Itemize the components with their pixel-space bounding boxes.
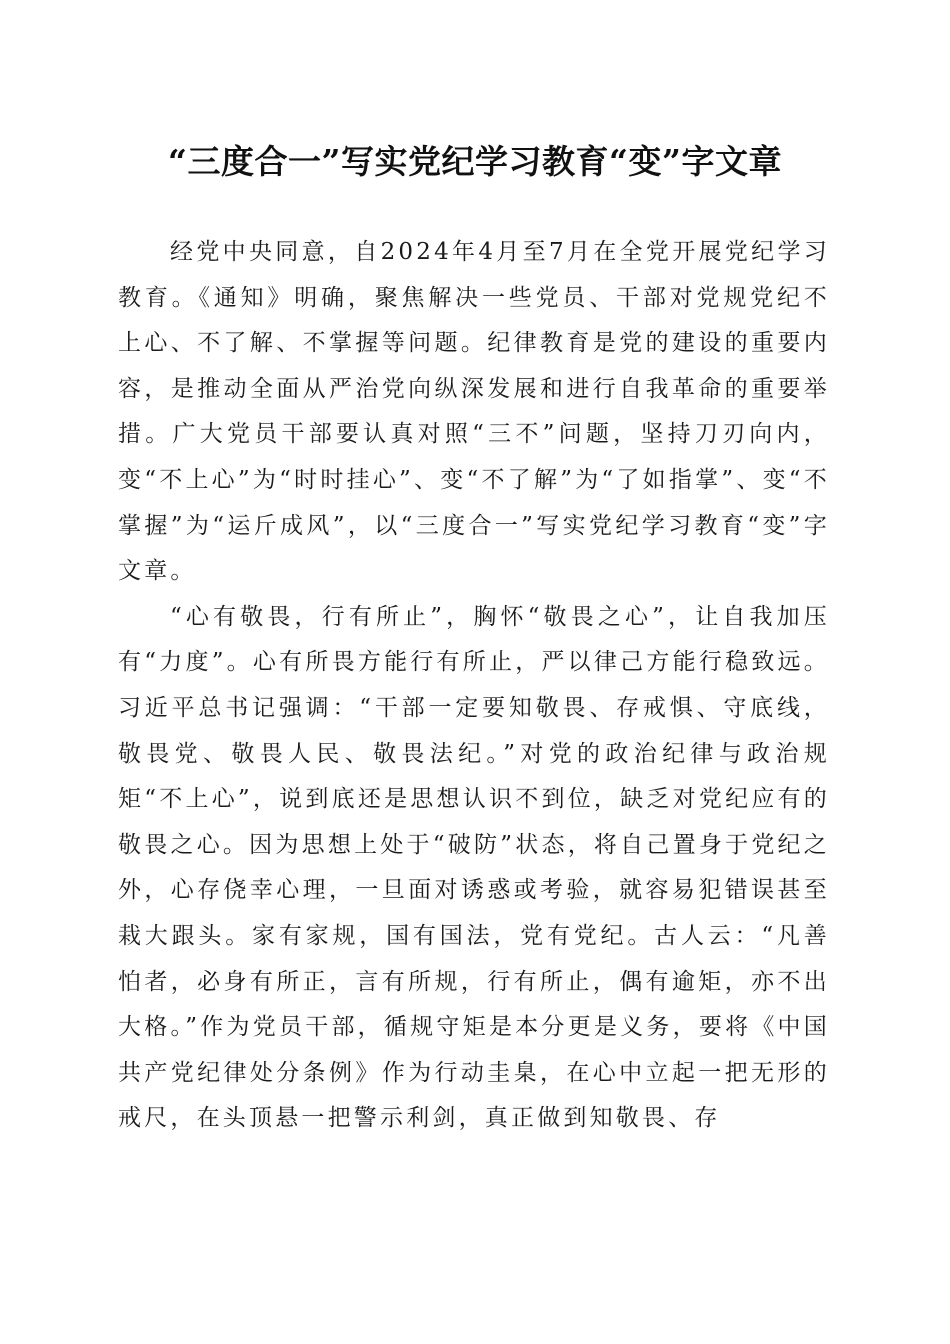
document-body <box>118 230 830 1142</box>
paragraph-intro: 经党中央同意，自2024年4月至7月在全党开展党纪学习教育。《通知》明确，聚焦解决一些党员、干部对党规党纪不上心、不了解、不掌握等问题。纪律教育是党的建设的重要内容，是推动全面从严治党向纵深发展和进行自我革命的重要举措。广大党员干部要认真对照“三不”问题，坚持刀刃向内，变“不上心”为“时时挂心”、变“不了解”为“了如指掌”、变“不掌握”为“运斤成风”，以“三度合一”写实党纪学习教育“变”字文章。 <box>118 239 830 585</box>
document-title: “三度合一”写实党纪学习教育“变”字文章 <box>168 142 782 181</box>
paragraph-reverence: “心有敬畏，行有所止”，胸怀“敬畏之心”，让自我加压有“力度”。心有所畏方能行有所止，严以律己方能行稳致远。习近平总书记强调：“干部一定要知敬畏、存戒惧、守底线，敬畏党、敬畏人民、敬畏法纪。”对党的政治纪律与政治规矩“不上心”，说到底还是思想认识不到位，缺乏对党纪应有的敬畏之心。因为思想上处于“破防”状态，将自己置身于党纪之外，心存侥幸心理，一旦面对诱惑或考验，就容易犯错误甚至栽大跟头。家有家规，国有国法，党有党纪。古人云：“凡善怕者，必身有所正，言有所规，行有所止，偶有逾矩，亦不出大格。”作为党员干部，循规守矩是本分更是义务，要将《中国共产党纪律处分条例》作为行动圭臬，在心中立起一把无形的戒尺，在头顶悬一把警示利剑，真正做到知敬畏、存 <box>118 603 830 1132</box>
